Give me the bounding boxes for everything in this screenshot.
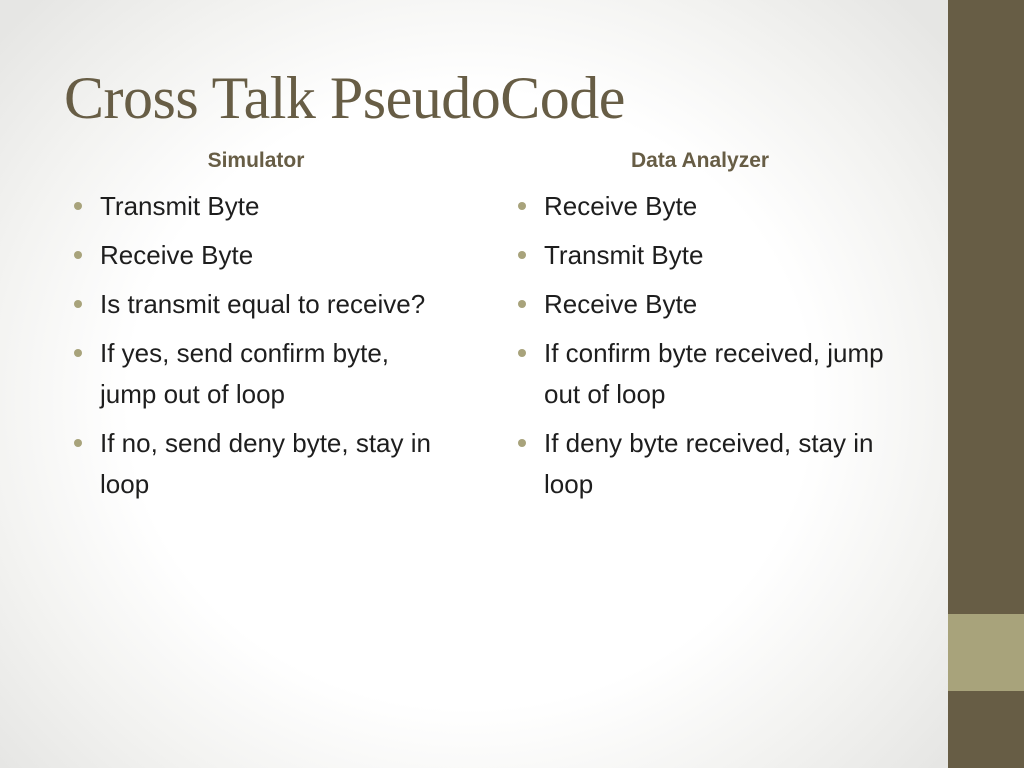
bullet-item [70,423,450,505]
bullet-text: Receive Byte [544,289,698,319]
bullet-text: If yes, send confirm byte, jump out of loop [100,338,390,409]
bullet-item [514,235,898,276]
slide-title: Cross Talk PseudoCode [64,65,625,131]
bullet-dot-icon [518,251,526,259]
bullet-item [514,333,898,415]
bullet-dot-icon [74,202,82,210]
bullet-text: Transmit Byte [100,191,260,221]
decorative-sidebar [948,0,1024,768]
bullet-text: Receive Byte [100,240,254,270]
bullet-text: If no, send deny byte, stay in loop [100,428,431,499]
data-analyzer-heading: Data Analyzer [630,149,770,172]
data-analyzer-bullet-list [514,186,898,505]
bullet-text: If confirm byte received, jump out of loop [544,338,884,409]
bullet-text: Is transmit equal to receive? [100,289,426,319]
bullet-dot-icon [518,202,526,210]
bullet-item [70,284,450,325]
bullet-dot-icon [518,300,526,308]
data-analyzer-column [514,146,898,513]
bullet-item [70,186,450,227]
simulator-column [70,146,450,513]
bullet-text: Receive Byte [544,191,698,221]
bullet-item [514,284,898,325]
simulator-heading: Simulator [207,149,305,172]
bullet-item [514,186,898,227]
bullet-text: Transmit Byte [544,240,704,270]
bullet-item [514,423,898,505]
bullet-item [70,333,450,415]
bullet-dot-icon [74,439,82,447]
bullet-text: If deny byte received, stay in loop [544,428,874,499]
bullet-dot-icon [74,251,82,259]
simulator-bullet-list [70,186,450,505]
bullet-dot-icon [518,439,526,447]
sidebar-accent-block [948,614,1024,691]
bullet-dot-icon [74,300,82,308]
bullet-dot-icon [74,349,82,357]
bullet-item [70,235,450,276]
bullet-dot-icon [518,349,526,357]
